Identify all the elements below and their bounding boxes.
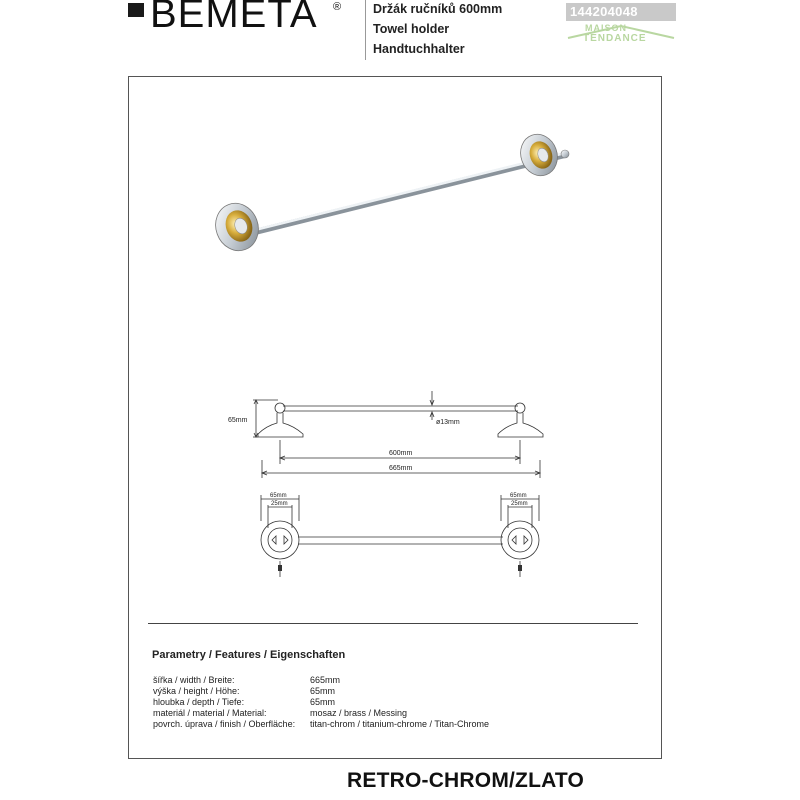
product-code: 144204048 xyxy=(570,4,638,19)
param-label-finish: povrch. úprava / finish / Oberfläche: xyxy=(153,719,296,729)
param-value-width: 665mm xyxy=(310,675,341,685)
brand-logo: BEMETA xyxy=(150,0,318,36)
watermark-line1: MAISON xyxy=(585,23,627,33)
param-value-finish: titan-chrom / titanium-chrome / Titan-Chrome xyxy=(310,719,490,729)
title-czech: Držák ručníků 600mm xyxy=(373,2,503,16)
dim-height-label: 65mm xyxy=(228,417,248,424)
param-label-height: výška / height / Höhe: xyxy=(153,686,240,696)
dim-bar-length-label: 600mm xyxy=(389,450,413,457)
watermark-line2: TENDANCE xyxy=(583,33,647,44)
title-english: Towel holder xyxy=(373,22,450,36)
param-value-depth: 65mm xyxy=(310,697,336,707)
top-view xyxy=(261,495,539,577)
dim-left-inner-label: 25mm xyxy=(271,501,288,507)
title-german: Handtuchhalter xyxy=(373,42,465,56)
registered-mark: ® xyxy=(333,1,342,13)
screw-icons xyxy=(278,565,522,571)
params-divider xyxy=(148,623,638,624)
dim-left-outer-label: 65mm xyxy=(270,493,287,499)
param-value-material: mosaz / brass / Messing xyxy=(310,708,408,718)
param-label-width: šířka / width / Breite: xyxy=(153,675,235,685)
dim-right-inner-label: 25mm xyxy=(511,501,528,507)
product-photo xyxy=(209,129,569,257)
param-label-material: materiál / material / Material: xyxy=(153,708,267,718)
dim-total-length-label: 665mm xyxy=(389,465,413,472)
params-title: Parametry / Features / Eigenschaften xyxy=(152,649,346,661)
param-label-depth: hloubka / depth / Tiefe: xyxy=(153,697,245,707)
series-title: RETRO-CHROM/ZLATO xyxy=(347,769,585,792)
dim-diameter-label: ø13mm xyxy=(436,419,460,426)
dim-right-outer-label: 65mm xyxy=(510,493,527,499)
param-value-height: 65mm xyxy=(310,686,336,696)
